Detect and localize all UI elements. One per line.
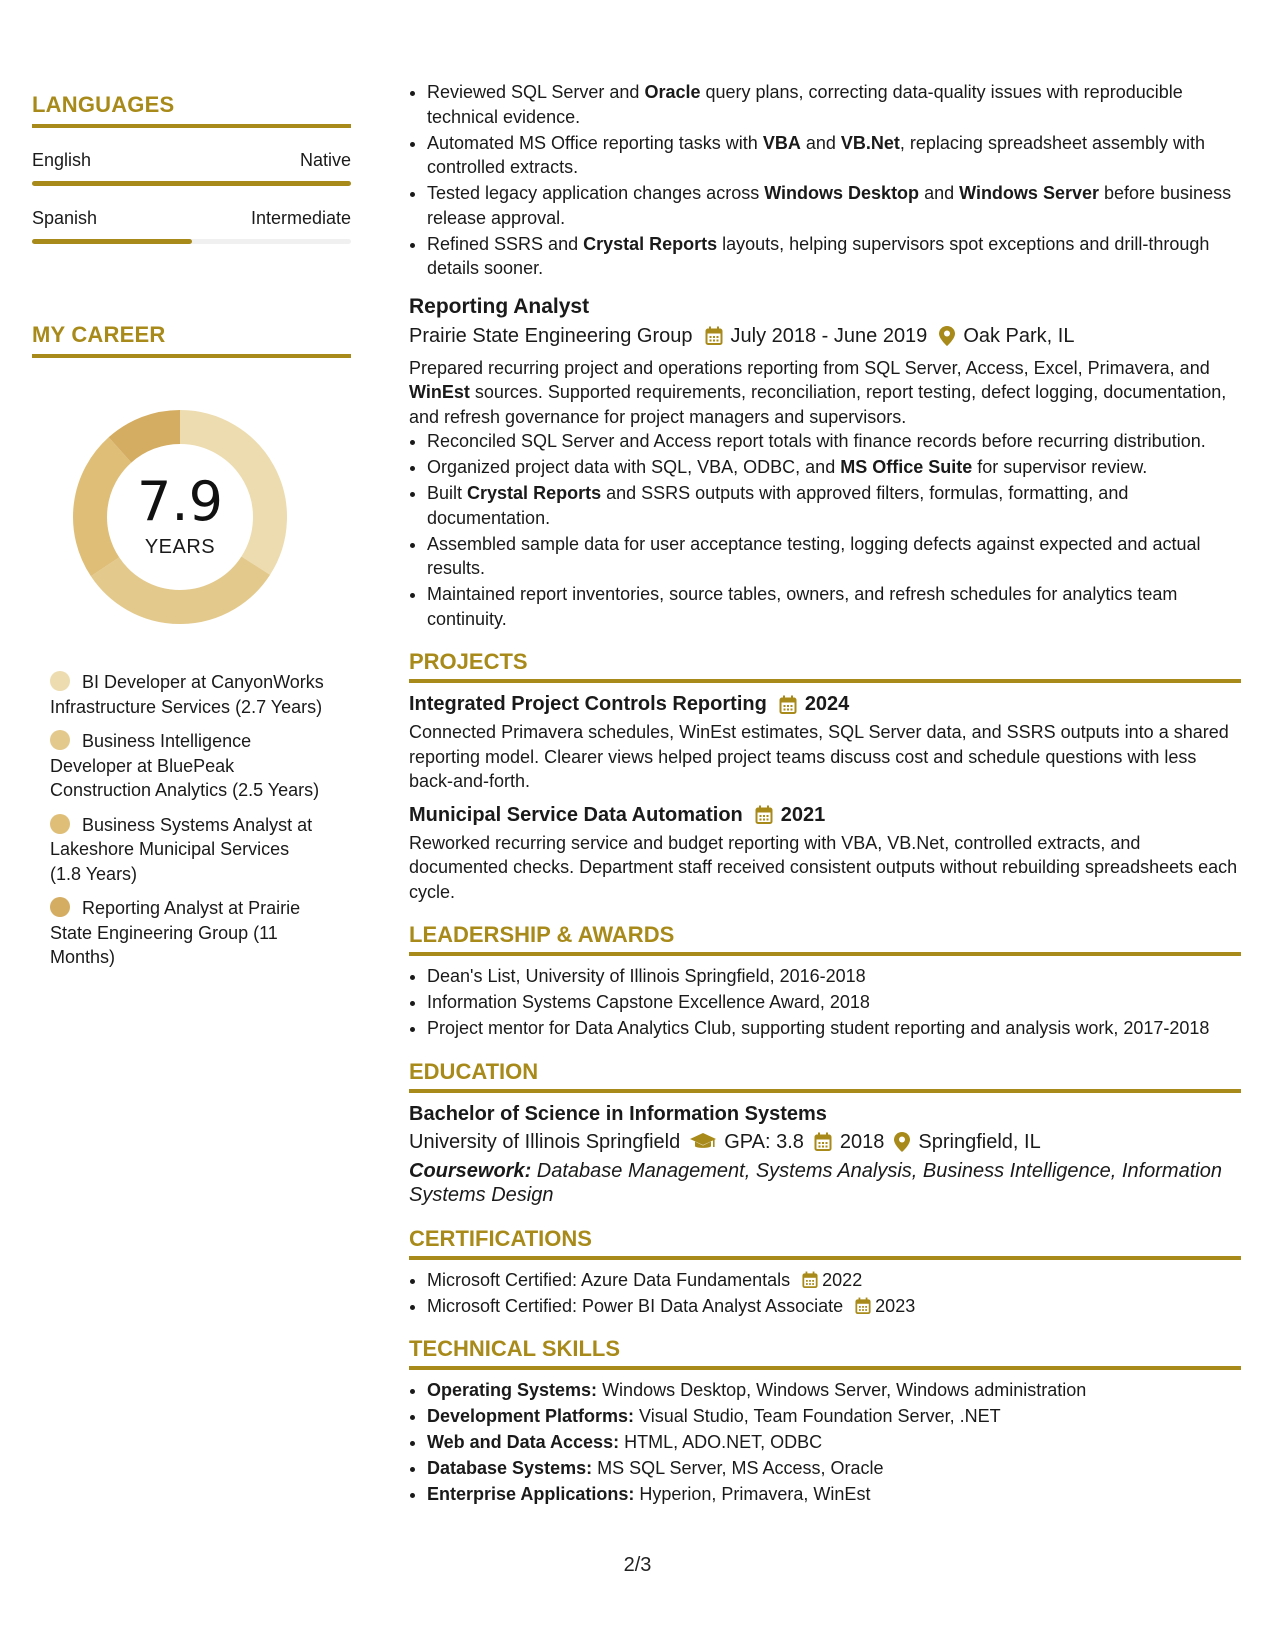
- career-item-text: Business Systems Analyst at Lakeshore Municipal Services (1.8 Years): [50, 814, 313, 884]
- language-level-bar: [32, 181, 351, 186]
- job-bullets: [409, 429, 1241, 631]
- bold-term: Windows Desktop: [764, 183, 920, 203]
- bold-term: VB.Net: [840, 132, 900, 153]
- calendar-icon: [779, 695, 797, 715]
- education-year: 2018: [839, 1130, 885, 1153]
- certification-row: [427, 1294, 1241, 1319]
- skill-label: Operating Systems:: [427, 1380, 598, 1400]
- certification-year: 2023: [875, 1295, 916, 1316]
- skill-item: [427, 1456, 1241, 1481]
- bold-term: WinEst: [409, 382, 470, 402]
- graduation-cap-icon: [690, 1133, 716, 1151]
- skill-item: [427, 1482, 1241, 1507]
- skill-label: Enterprise Applications:: [427, 1484, 635, 1504]
- certifications-heading: CERTIFICATIONS: [409, 1226, 1241, 1260]
- projects-list: [409, 693, 1241, 904]
- education-degree: Bachelor of Science in Information Systems: [409, 1102, 827, 1125]
- project-description: Reworked recurring service and budget reporting with VBA, VB.Net, controlled extracts, and documented checks. Department staff received consistent outputs without rebuilding spreadsheets each cycle.: [409, 832, 1238, 902]
- language-level-fill: [32, 181, 351, 186]
- career-item: [50, 729, 325, 803]
- skill-value: HTML, ADO.NET, ODBC: [619, 1432, 823, 1452]
- skill-value: MS SQL Server, MS Access, Oracle: [592, 1458, 884, 1478]
- project-name: Municipal Service Data Automation: [409, 803, 743, 826]
- career-item: [50, 670, 325, 719]
- skills-list: [409, 1378, 1241, 1507]
- education-gpa: GPA: 3.8: [724, 1130, 804, 1153]
- coursework-text: Database Management, Systems Analysis, Business Intelligence, Information Systems Design: [409, 1159, 1222, 1206]
- language-level: Intermediate: [250, 208, 351, 228]
- leadership-heading: LEADERSHIP & AWARDS: [409, 922, 1241, 956]
- bold-term: Crystal Reports: [467, 483, 602, 503]
- legend-dot: [50, 730, 70, 750]
- skill-value: Hyperion, Primavera, WinEst: [634, 1484, 871, 1504]
- calendar-icon: [755, 805, 773, 825]
- language-row: [32, 150, 351, 171]
- calendar-icon: [705, 326, 723, 346]
- bold-term: Oracle: [644, 82, 701, 102]
- skill-item: [427, 1404, 1241, 1429]
- job-meta: [409, 325, 1241, 348]
- location-pin-icon: [939, 326, 955, 346]
- education-coursework: [409, 1159, 1241, 1208]
- leadership-item: • Project mentor for Data Analytics Club, supporting student reporting and analysis work, 2017-2018: [427, 1016, 1241, 1041]
- job-dates: July 2018 - June 2019: [730, 324, 928, 347]
- job-bullet: • Built Crystal Reports and SSRS outputs with approved filters, formulas, formatting, and documentation.: [427, 481, 1241, 530]
- experience-continued-bullets: [409, 80, 1241, 281]
- main-content: [409, 80, 1241, 1508]
- legend-dot: [50, 814, 70, 834]
- calendar-icon: [855, 1297, 871, 1315]
- education-location: Springfield, IL: [918, 1130, 1041, 1153]
- donut-center: [65, 402, 295, 632]
- certification-name: • Microsoft Certified: Azure Data Fundamentals: [427, 1269, 791, 1290]
- bold-term: Crystal Reports: [583, 233, 718, 254]
- bold-term: VBA: [762, 132, 801, 153]
- language-row: [32, 208, 351, 229]
- skill-value: Windows Desktop, Windows Server, Windows administration: [597, 1380, 1087, 1400]
- languages-heading: LANGUAGES: [32, 92, 351, 128]
- experience-bullet: • Refined SSRS and Crystal Reports layouts, helping supervisors spot exceptions and drill-through details sooner.: [427, 232, 1241, 281]
- bold-term: Windows Server: [959, 183, 1099, 203]
- job-summary: Prepared recurring project and operations reporting from SQL Server, Access, Excel, Primavera, and WinEst sources. Supported requirements, reconciliation, report testing, defect logging, documentation, and refresh governance for project managers and supervisors.: [409, 357, 1227, 427]
- job-bullet: • Reconciled SQL Server and Access report totals with finance records before recurring distribution.: [427, 429, 1241, 454]
- legend-dot: [50, 671, 70, 691]
- certification-item: [427, 1268, 1241, 1293]
- certification-item: [427, 1294, 1241, 1319]
- skill-item: [427, 1378, 1241, 1403]
- skill-label: Development Platforms:: [427, 1406, 635, 1426]
- education-school: University of Illinois Springfield: [409, 1130, 681, 1153]
- page-number: 2/3: [623, 1554, 652, 1576]
- skill-label: Database Systems:: [427, 1458, 593, 1478]
- certification-year: 2022: [822, 1269, 863, 1290]
- languages-list: [32, 150, 351, 244]
- skill-label: Web and Data Access:: [427, 1432, 620, 1452]
- certification-name: • Microsoft Certified: Power BI Data Analyst Associate: [427, 1295, 844, 1316]
- education-meta: [409, 1131, 1241, 1154]
- projects-heading: PROJECTS: [409, 649, 1241, 683]
- career-item: [50, 896, 325, 970]
- leadership-item: • Dean's List, University of Illinois Springfield, 2016-2018: [427, 964, 1241, 989]
- project-title: [409, 693, 1241, 716]
- project-name: Integrated Project Controls Reporting: [409, 693, 767, 715]
- project-year: 2021: [780, 803, 826, 826]
- language-name: English: [32, 150, 92, 170]
- skills-heading: TECHNICAL SKILLS: [409, 1336, 1241, 1370]
- project-year: 2024: [804, 693, 850, 715]
- calendar-icon: [802, 1271, 818, 1289]
- coursework-label: Coursework:: [409, 1159, 532, 1182]
- location-pin-icon: [894, 1132, 910, 1152]
- career-donut-chart: [65, 402, 295, 632]
- career-list: [50, 670, 325, 970]
- calendar-icon: [814, 1132, 832, 1152]
- career-item: [50, 813, 325, 887]
- career-heading: MY CAREER: [32, 322, 351, 358]
- language-level-bar: [32, 239, 351, 244]
- job-company: Prairie State Engineering Group: [409, 324, 693, 347]
- experience-bullet: • Tested legacy application changes across Windows Desktop and Windows Server before business release approval.: [427, 181, 1241, 230]
- bold-term: MS Office Suite: [840, 457, 973, 477]
- education-heading: EDUCATION: [409, 1059, 1241, 1093]
- sidebar: [32, 92, 351, 980]
- career-item-text: BI Developer at CanyonWorks Infrastructure Services (2.7 Years): [50, 672, 324, 717]
- career-item-text: Reporting Analyst at Prairie State Engineering Group (11 Months): [50, 898, 301, 967]
- experience-bullet: • Automated MS Office reporting tasks with VBA and VB.Net, replacing spreadsheet assembly with controlled extracts.: [427, 131, 1241, 180]
- career-total-value: 7.9: [137, 470, 223, 533]
- career-item-text: Business Intelligence Developer at BluePeak Construction Analytics (2.5 Years): [50, 731, 320, 800]
- legend-dot: [50, 897, 70, 917]
- language-level-fill: [32, 239, 192, 244]
- job-bullet: • Organized project data with SQL, VBA, ODBC, and MS Office Suite for supervisor review.: [427, 455, 1241, 480]
- language-level: Native: [299, 150, 351, 170]
- job-bullet: • Assembled sample data for user acceptance testing, logging defects against expected and actual results.: [427, 532, 1241, 581]
- job-title: Reporting Analyst: [409, 294, 590, 318]
- career-total-unit: YEARS: [144, 536, 216, 558]
- skill-item: [427, 1430, 1241, 1455]
- project-title: [409, 804, 1241, 827]
- certification-row: [427, 1268, 1241, 1293]
- leadership-list: [409, 964, 1241, 1041]
- leadership-item: • Information Systems Capstone Excellence Award, 2018: [427, 990, 1241, 1015]
- job-location: Oak Park, IL: [963, 324, 1075, 347]
- language-name: Spanish: [32, 208, 98, 228]
- job-bullet: • Maintained report inventories, source tables, owners, and refresh schedules for analytics team continuity.: [427, 582, 1241, 631]
- certifications-list: [409, 1268, 1241, 1319]
- project-description: Connected Primavera schedules, WinEst estimates, SQL Server data, and SSRS outputs into a shared reporting model. Clearer views helped project teams discuss cost and schedule questions with less back-and-forth.: [409, 722, 1229, 791]
- experience-bullet: • Reviewed SQL Server and Oracle query plans, correcting data-quality issues with reproducible technical evidence.: [427, 80, 1241, 129]
- skill-value: Visual Studio, Team Foundation Server, .NET: [634, 1406, 1001, 1426]
